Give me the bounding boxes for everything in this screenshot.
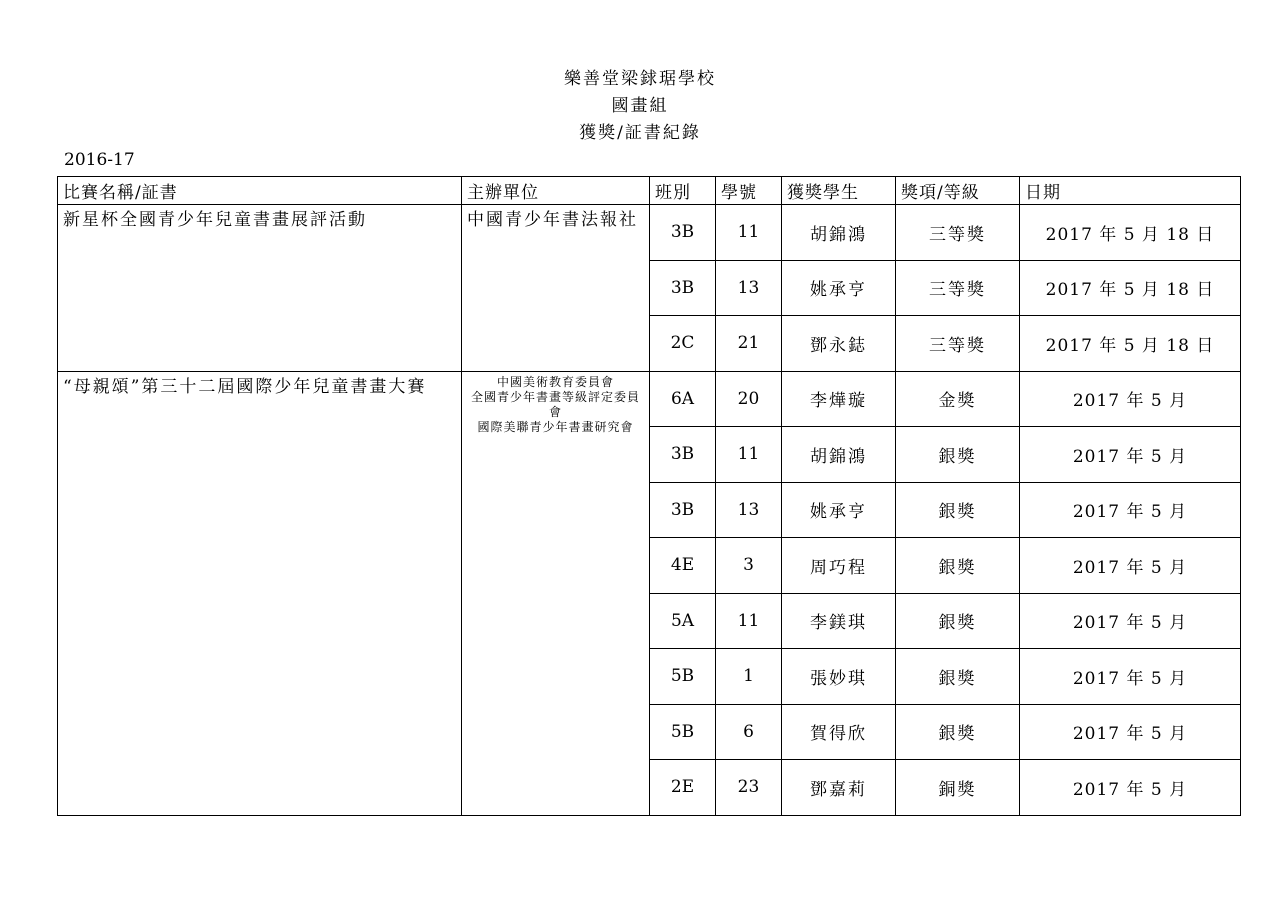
student-number-cell: 23 [716, 760, 782, 816]
award-cell: 金獎 [896, 371, 1020, 427]
date-cell: 2017 年 5 月 18 日 [1020, 205, 1241, 261]
table-row [58, 371, 1241, 427]
date-cell: 2017 年 5 月 [1020, 593, 1241, 649]
date-cell: 2017 年 5 月 18 日 [1020, 260, 1241, 316]
award-cell: 銀獎 [896, 538, 1020, 594]
student-number-cell: 11 [716, 427, 782, 483]
organizer-name: 中國美術教育委員會 [496, 374, 614, 389]
student-name-cell: 鄧永鋕 [782, 316, 896, 372]
student-number-cell: 11 [716, 593, 782, 649]
date-cell: 2017 年 5 月 [1020, 427, 1241, 483]
column-header-student-name: 獲獎學生 [782, 177, 896, 205]
award-cell: 三等獎 [896, 205, 1020, 261]
organizer-name: 全國青少年書畫等級評定委員會 [470, 389, 640, 419]
class-cell: 4E [650, 538, 716, 594]
class-cell: 5A [650, 593, 716, 649]
date-cell: 2017 年 5 月 [1020, 649, 1241, 705]
organizer-name: 國際美聯青少年書畫研究會 [477, 419, 634, 434]
competition-name: “母親頌”第三十二屆國際少年兒童書畫大賽 [58, 371, 462, 815]
class-cell: 5B [650, 704, 716, 760]
student-name-cell: 李鎂琪 [782, 593, 896, 649]
document-title-block [0, 66, 1280, 147]
class-cell: 3B [650, 482, 716, 538]
class-cell: 5B [650, 649, 716, 705]
date-cell: 2017 年 5 月 [1020, 371, 1241, 427]
award-records-table [57, 176, 1241, 816]
date-cell: 2017 年 5 月 [1020, 704, 1241, 760]
student-name-cell: 周巧程 [782, 538, 896, 594]
student-number-cell: 13 [716, 260, 782, 316]
school-name: 樂善堂梁銶琚學校 [564, 69, 716, 89]
student-number-cell: 1 [716, 649, 782, 705]
competition-name: 新星杯全國青少年兒童書畫展評活動 [58, 205, 462, 372]
student-name-cell: 張妙琪 [782, 649, 896, 705]
table-header-row [58, 177, 1241, 205]
column-header-competition: 比賽名稱/証書 [58, 177, 462, 205]
date-cell: 2017 年 5 月 [1020, 538, 1241, 594]
award-cell: 銅獎 [896, 760, 1020, 816]
student-number-cell: 6 [716, 704, 782, 760]
group-name: 國畫組 [611, 96, 669, 116]
student-number-cell: 11 [716, 205, 782, 261]
student-number-cell: 20 [716, 371, 782, 427]
student-name-cell: 姚承亨 [782, 260, 896, 316]
award-cell: 三等獎 [896, 316, 1020, 372]
school-year-label: 2016-17 [64, 150, 135, 170]
student-name-cell: 鄧嘉莉 [782, 760, 896, 816]
column-header-date: 日期 [1020, 177, 1241, 205]
class-cell: 3B [650, 427, 716, 483]
award-cell: 銀獎 [896, 704, 1020, 760]
student-number-cell: 3 [716, 538, 782, 594]
award-cell: 三等獎 [896, 260, 1020, 316]
student-name-cell: 賀得欣 [782, 704, 896, 760]
award-cell: 銀獎 [896, 427, 1020, 483]
column-header-organizer: 主辦單位 [462, 177, 650, 205]
column-header-class: 班別 [650, 177, 716, 205]
date-cell: 2017 年 5 月 [1020, 760, 1241, 816]
class-cell: 3B [650, 260, 716, 316]
organizer-name: 中國青少年書法報社 [467, 210, 638, 230]
table-row [58, 205, 1241, 261]
date-cell: 2017 年 5 月 [1020, 482, 1241, 538]
student-name-cell: 李燁璇 [782, 371, 896, 427]
class-cell: 3B [650, 205, 716, 261]
student-name-cell: 胡錦鴻 [782, 427, 896, 483]
column-header-student-number: 學號 [716, 177, 782, 205]
class-cell: 2E [650, 760, 716, 816]
student-number-cell: 13 [716, 482, 782, 538]
award-cell: 銀獎 [896, 649, 1020, 705]
record-subtitle: 獲獎/証書紀錄 [579, 123, 701, 143]
student-name-cell: 胡錦鴻 [782, 205, 896, 261]
table-body [58, 205, 1241, 816]
class-cell: 6A [650, 371, 716, 427]
student-name-cell: 姚承亨 [782, 482, 896, 538]
date-cell: 2017 年 5 月 18 日 [1020, 316, 1241, 372]
award-cell: 銀獎 [896, 593, 1020, 649]
column-header-award: 獎項/等級 [896, 177, 1020, 205]
organizer-cell [462, 371, 650, 815]
student-number-cell: 21 [716, 316, 782, 372]
award-cell: 銀獎 [896, 482, 1020, 538]
organizer-cell [462, 205, 650, 372]
class-cell: 2C [650, 316, 716, 372]
